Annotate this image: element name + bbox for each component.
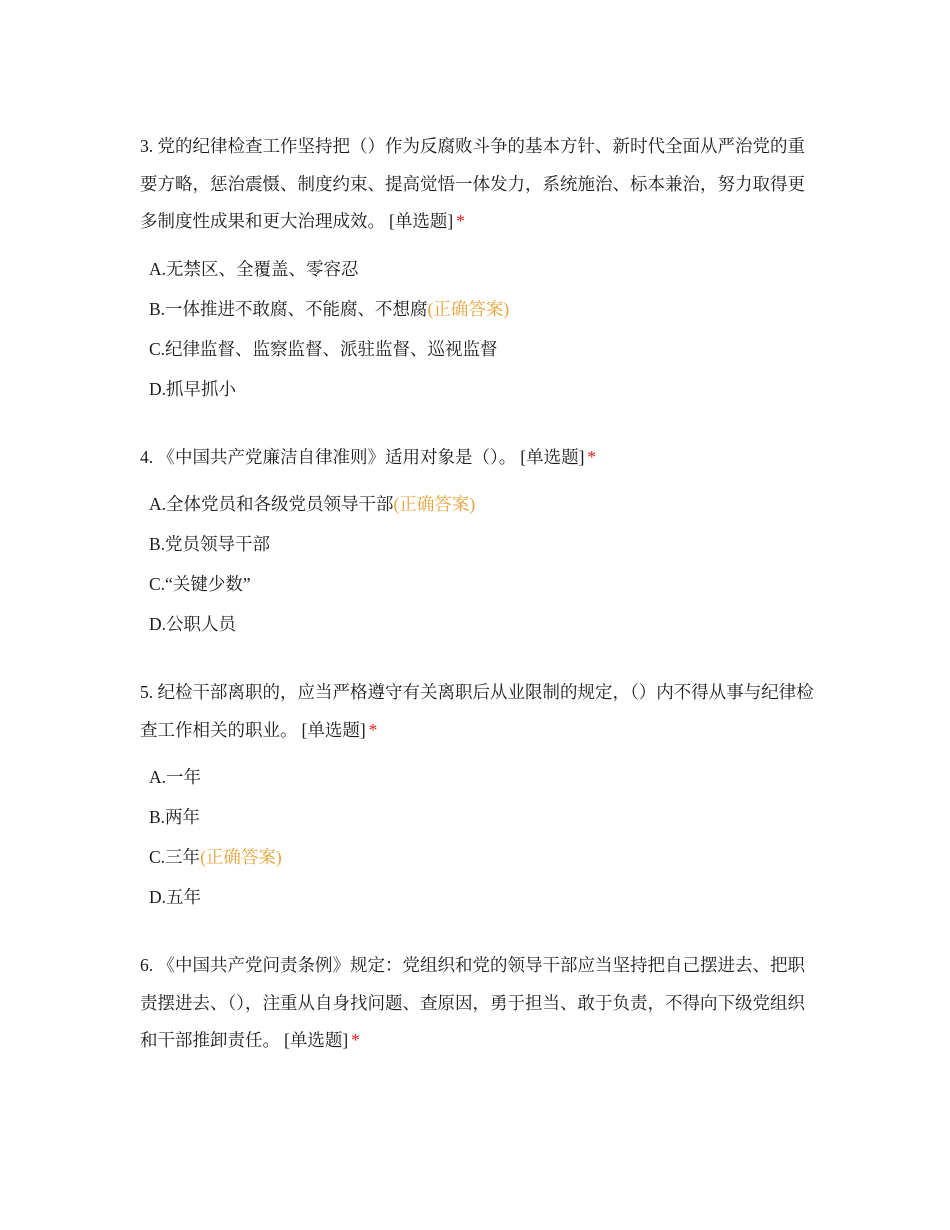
option-text: B.党员领导干部 bbox=[149, 534, 271, 554]
option-text: C.“关键少数” bbox=[149, 574, 251, 594]
option-d[interactable] bbox=[149, 369, 820, 409]
option-text: D.公职人员 bbox=[149, 614, 237, 634]
option-c[interactable] bbox=[149, 837, 820, 877]
question-3 bbox=[140, 128, 820, 409]
option-text: B.一体推进不敢腐、不能腐、不想腐 bbox=[149, 298, 428, 319]
option-text: A.无禁区、全覆盖、零容忍 bbox=[149, 258, 359, 279]
option-text: D.五年 bbox=[149, 887, 202, 907]
correct-answer-note: (正确答案) bbox=[200, 847, 282, 867]
question-5 bbox=[140, 674, 820, 917]
option-d[interactable] bbox=[149, 604, 820, 644]
question-6 bbox=[140, 947, 820, 1060]
option-text: B.两年 bbox=[149, 807, 201, 827]
option-b[interactable] bbox=[149, 524, 820, 564]
question-text: 3. 党的纪律检查工作坚持把（）作为反腐败斗争的基本方针、新时代全面从严治党的重要方略，惩治震慑、制度约束、提高觉悟一体发力，系统施治、标本兼治，努力取得更多制度性成果和更大治理成效。 bbox=[140, 136, 805, 231]
option-b[interactable] bbox=[149, 289, 820, 329]
required-mark: * bbox=[456, 211, 465, 231]
question-text: 5. 纪检干部离职的，应当严格遵守有关离职后从业限制的规定，（）内不得从事与纪律检查工作相关的职业。 bbox=[140, 682, 814, 740]
option-text: A.全体党员和各级党员领导干部 bbox=[149, 494, 394, 514]
option-list bbox=[149, 484, 820, 644]
required-mark: * bbox=[368, 719, 378, 740]
questionnaire-page bbox=[140, 128, 820, 1060]
question-text: 6. 《中国共产党问责条例》规定：党组织和党的领导干部应当坚持把自己摆进去、把职责摆进去、（），注重从自身找问题、查原因，勇于担当、敢于负责，不得向下级党组织和干部推卸责任。 bbox=[140, 955, 805, 1050]
question-stem bbox=[140, 947, 820, 1060]
question-stem bbox=[140, 439, 820, 477]
question-type-label: [单选题] bbox=[284, 1030, 349, 1050]
option-text: C.纪律监督、监察监督、派驻监督、巡视监督 bbox=[149, 338, 498, 359]
question-type-label: [单选题] bbox=[389, 211, 454, 231]
option-list bbox=[149, 757, 820, 917]
option-c[interactable] bbox=[149, 329, 820, 369]
option-c[interactable] bbox=[149, 564, 820, 604]
option-a[interactable] bbox=[149, 484, 820, 524]
option-a[interactable] bbox=[149, 249, 820, 289]
required-mark: * bbox=[351, 1030, 360, 1050]
option-text: A.一年 bbox=[149, 767, 202, 787]
question-stem bbox=[140, 128, 820, 241]
correct-answer-note: (正确答案) bbox=[393, 494, 476, 514]
question-4 bbox=[140, 439, 820, 645]
required-mark: * bbox=[587, 446, 597, 467]
option-a[interactable] bbox=[149, 757, 820, 797]
question-stem bbox=[140, 674, 820, 749]
question-type-label: [单选题] bbox=[520, 446, 585, 467]
option-list bbox=[149, 249, 820, 409]
question-type-label: [单选题] bbox=[301, 719, 366, 740]
correct-answer-note: (正确答案) bbox=[427, 298, 510, 319]
option-text: C.三年 bbox=[149, 847, 201, 867]
question-text: 4. 《中国共产党廉洁自律准则》适用对象是（）。 bbox=[140, 446, 517, 467]
option-b[interactable] bbox=[149, 797, 820, 837]
option-text: D.抓早抓小 bbox=[149, 378, 237, 399]
option-d[interactable] bbox=[149, 877, 820, 917]
